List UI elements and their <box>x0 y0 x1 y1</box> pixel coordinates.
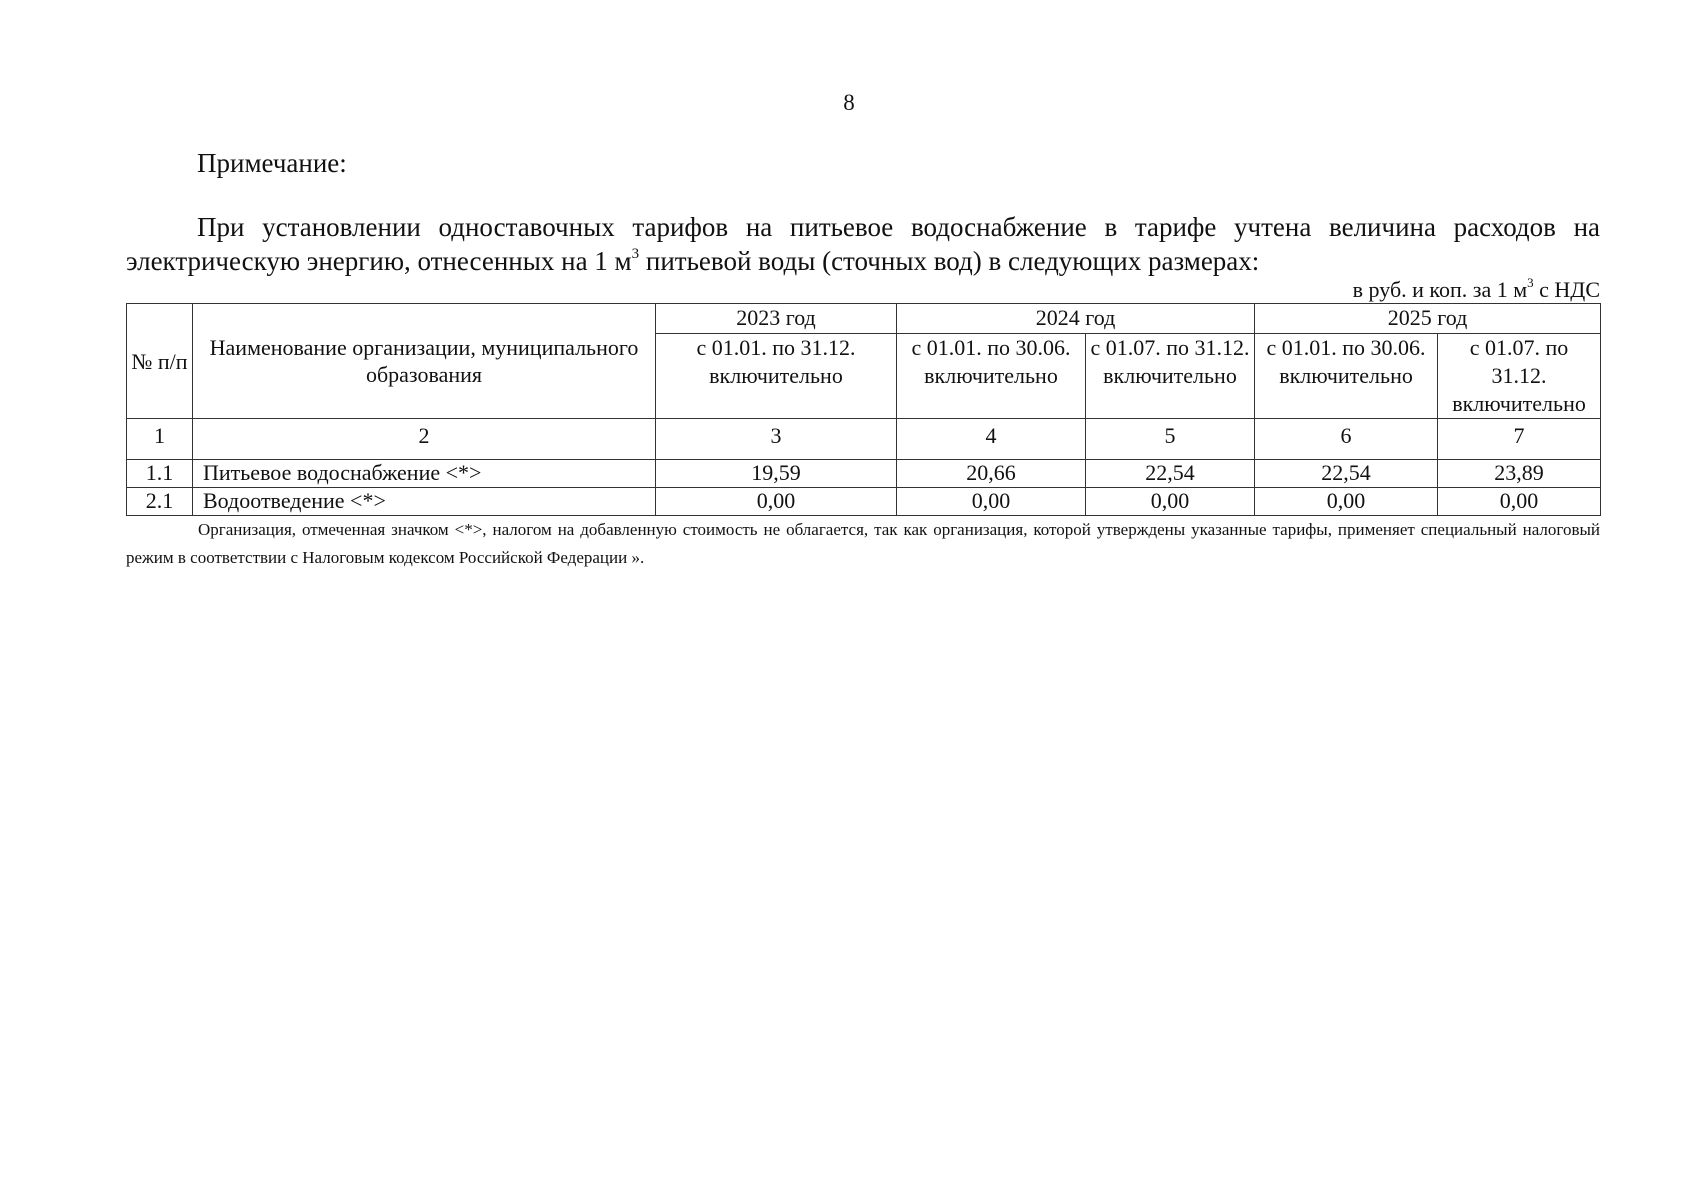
units-text: в руб. и коп. за 1 м <box>1352 277 1528 302</box>
row-value: 0,00 <box>1255 488 1438 516</box>
row-value: 22,54 <box>1255 460 1438 488</box>
footnote <box>126 516 1600 572</box>
units-caption <box>1353 277 1600 303</box>
intro-superscript: 3 <box>631 246 640 262</box>
column-number: 7 <box>1438 419 1601 460</box>
header-row-years <box>127 304 1601 334</box>
row-value: 19,59 <box>656 460 897 488</box>
column-number: 1 <box>127 419 193 460</box>
column-number: 6 <box>1255 419 1438 460</box>
table-row <box>127 460 1601 488</box>
row-value: 20,66 <box>897 460 1086 488</box>
intro-paragraph <box>126 210 1600 278</box>
column-number: 4 <box>897 419 1086 460</box>
row-name: Питьевое водоснабжение <*> <box>193 460 656 488</box>
header-year-2024: 2024 год <box>897 304 1255 334</box>
row-name: Водоотведение <*> <box>193 488 656 516</box>
units-superscript: 3 <box>1527 275 1534 290</box>
column-number: 3 <box>656 419 897 460</box>
row-value: 23,89 <box>1438 460 1601 488</box>
header-period: с 01.01. по 31.12. включительно <box>656 334 897 419</box>
row-value: 22,54 <box>1086 460 1255 488</box>
table-row <box>127 488 1601 516</box>
page-number: 8 <box>843 90 855 115</box>
header-year-2023: 2023 год <box>656 304 897 334</box>
row-value: 0,00 <box>1086 488 1255 516</box>
header-period: с 01.01. по 30.06. включительно <box>1255 334 1438 419</box>
row-number: 2.1 <box>127 488 193 516</box>
header-period: с 01.07. по 31.12. включительно <box>1086 334 1255 419</box>
note-heading: Примечание: <box>197 148 347 178</box>
header-row-column-numbers <box>127 419 1601 460</box>
intro-text: При установлении одноставочных тарифов на питьевое водоснабжение в тарифе учтена величина расходов на электрическую энергию, отнесенных на 1 м <box>126 212 1600 276</box>
header-period: с 01.07. по 31.12. включительно <box>1438 334 1601 419</box>
column-number: 5 <box>1086 419 1255 460</box>
header-number: № п/п <box>127 304 193 419</box>
header-year-2025: 2025 год <box>1255 304 1601 334</box>
row-value: 0,00 <box>656 488 897 516</box>
header-organization: Наименование организации, муниципального образования <box>193 304 656 419</box>
intro-tail: питьевой воды (сточных вод) в следующих размерах: <box>639 246 1260 276</box>
column-number: 2 <box>193 419 656 460</box>
footnote-text: Организация, отмеченная значком <*>, налогом на добавленную стоимость не облагается, так как организация, которой утверждены указанные тарифы, применяет специальный налоговый режим в соответствии с Налоговым кодексом Российской Федерации ». <box>126 520 1600 567</box>
row-number: 1.1 <box>127 460 193 488</box>
row-value: 0,00 <box>897 488 1086 516</box>
header-period: с 01.01. по 30.06. включительно <box>897 334 1086 419</box>
units-tail: с НДС <box>1533 277 1600 302</box>
tariff-table <box>126 303 1601 516</box>
row-value: 0,00 <box>1438 488 1601 516</box>
